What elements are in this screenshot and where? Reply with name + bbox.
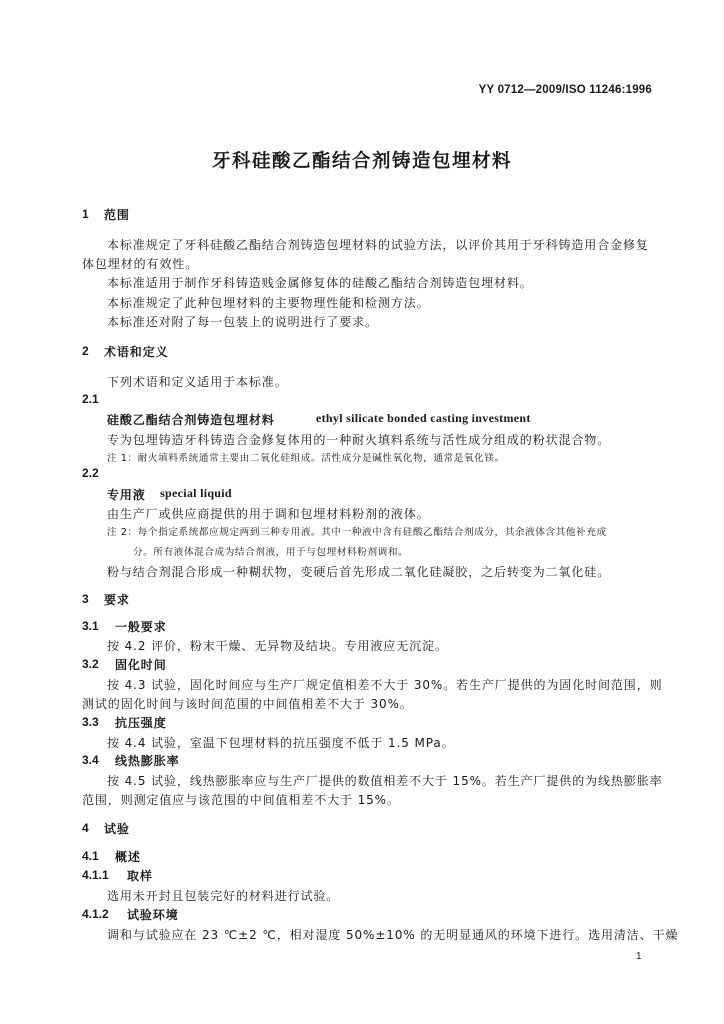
clause-4-1-title: 概述 bbox=[115, 850, 141, 864]
clause-4-1-2-text: 调和与试验应在 23 ℃±2 ℃，相对湿度 50%±10% 的无明显通风的环境下进行。选用清洁、干燥 bbox=[107, 928, 679, 942]
section-3-number: 3 bbox=[82, 592, 89, 606]
section-4-number: 4 bbox=[82, 821, 89, 835]
section-2-number: 2 bbox=[82, 344, 89, 358]
clause-3-4-number: 3.4 bbox=[82, 753, 99, 767]
section-4-title: 试验 bbox=[104, 822, 130, 836]
clause-3-3-text: 按 4.4 试验，室温下包埋材料的抗压强度不低于 1.5 MPa。 bbox=[107, 736, 455, 750]
term-2-2-note-b: 分。所有液体混合成为结合剂液，用于与包埋材料粉剂调和。 bbox=[133, 547, 409, 558]
section-3-title: 要求 bbox=[104, 593, 130, 607]
section-1-title: 范围 bbox=[104, 208, 130, 222]
clause-4-1-2-number: 4.1.2 bbox=[82, 907, 109, 921]
term-2-1-definition: 专为包埋铸造牙科铸造合金修复体用的一种耐火填料系统与活性成分组成的粉状混合物。 bbox=[107, 433, 611, 447]
clause-4-1-1-number: 4.1.1 bbox=[82, 868, 109, 882]
clause-3-4-text-b: 范围，则测定值应与该范围的中间值相差不大于 15%。 bbox=[82, 793, 400, 807]
clause-3-1-number: 3.1 bbox=[82, 619, 99, 633]
clause-3-2-text-a: 按 4.3 试验，固化时间应与生产厂规定值相差不大于 30%。若生产厂提供的为固化时间范围，则 bbox=[107, 678, 663, 692]
standard-id: YY 0712—2009/ISO 11246:1996 bbox=[478, 84, 652, 96]
clause-3-4-title: 线热膨胀率 bbox=[115, 754, 180, 768]
section-1-number: 1 bbox=[82, 207, 89, 221]
clause-3-4-text-a: 按 4.5 试验，线热膨胀率应与生产厂提供的数值相差不大于 15%。若生产厂提供的为线热膨胀率 bbox=[107, 774, 663, 788]
term-2-2-en: special liquid bbox=[160, 486, 232, 500]
clause-3-2-title: 固化时间 bbox=[115, 658, 167, 672]
section-2-title: 术语和定义 bbox=[104, 345, 169, 359]
term-2-2-note-a: 注 2：每个指定系统都应规定两到三种专用液。其中一种液中含有硅酸乙酯结合剂成分，其余液体含其他补充成 bbox=[107, 527, 607, 538]
clause-3-2-number: 3.2 bbox=[82, 657, 99, 671]
clause-3-1-title: 一般要求 bbox=[115, 620, 167, 634]
clause-4-1-1-title: 取样 bbox=[127, 869, 153, 883]
term-2-1-number: 2.1 bbox=[82, 392, 99, 406]
clause-4-1-2-title: 试验环境 bbox=[127, 908, 179, 922]
term-2-1-note: 注 1：耐火填料系统通常主要由二氧化硅组成。活性成分是碱性氧化物，通常是氧化镁。 bbox=[107, 453, 505, 464]
term-2-1-cn: 硅酸乙酯结合剂铸造包埋材料 bbox=[107, 413, 275, 427]
section-1-paragraph-1b: 体包埋材的有效性。 bbox=[82, 257, 199, 271]
term-2-2-extra: 粉与结合剂混合形成一种糊状物，变硬后首先形成二氧化硅凝胶，之后转变为二氧化硅。 bbox=[107, 565, 611, 579]
section-2-intro: 下列术语和定义适用于本标准。 bbox=[107, 375, 288, 389]
clause-3-3-number: 3.3 bbox=[82, 715, 99, 729]
document-title: 牙科硅酸乙酯结合剂铸造包埋材料 bbox=[211, 151, 512, 172]
section-1-paragraph-1a: 本标准规定了牙科硅酸乙酯结合剂铸造包埋材料的试验方法，以评价其用于牙科铸造用合金修复 bbox=[107, 238, 649, 252]
term-2-2-definition: 由生产厂或供应商提供的用于调和包埋材料粉剂的液体。 bbox=[107, 507, 430, 521]
section-1-paragraph-4: 本标准还对附了每一包装上的说明进行了要求。 bbox=[107, 315, 378, 329]
term-2-1-en: ethyl silicate bonded casting investment bbox=[316, 411, 531, 425]
clause-4-1-1-text: 选用未开封且包装完好的材料进行试验。 bbox=[107, 889, 340, 903]
clause-4-1-number: 4.1 bbox=[82, 849, 99, 863]
clause-3-3-title: 抗压强度 bbox=[115, 716, 167, 730]
page-number: 1 bbox=[636, 951, 642, 962]
term-2-2-cn: 专用液 bbox=[107, 488, 146, 502]
clause-3-2-text-b: 测试的固化时间与该时间范围的中间值相差不大于 30%。 bbox=[82, 697, 413, 711]
section-1-paragraph-3: 本标准规定了此种包埋材料的主要物理性能和检测方法。 bbox=[107, 296, 430, 310]
term-2-2-number: 2.2 bbox=[82, 466, 99, 480]
section-1-paragraph-2: 本标准适用于制作牙科铸造贱金属修复体的硅酸乙酯结合剂铸造包埋材料。 bbox=[107, 276, 533, 290]
clause-3-1-text: 按 4.2 评价，粉末干燥、无异物及结块。专用液应无沉淀。 bbox=[107, 639, 448, 653]
